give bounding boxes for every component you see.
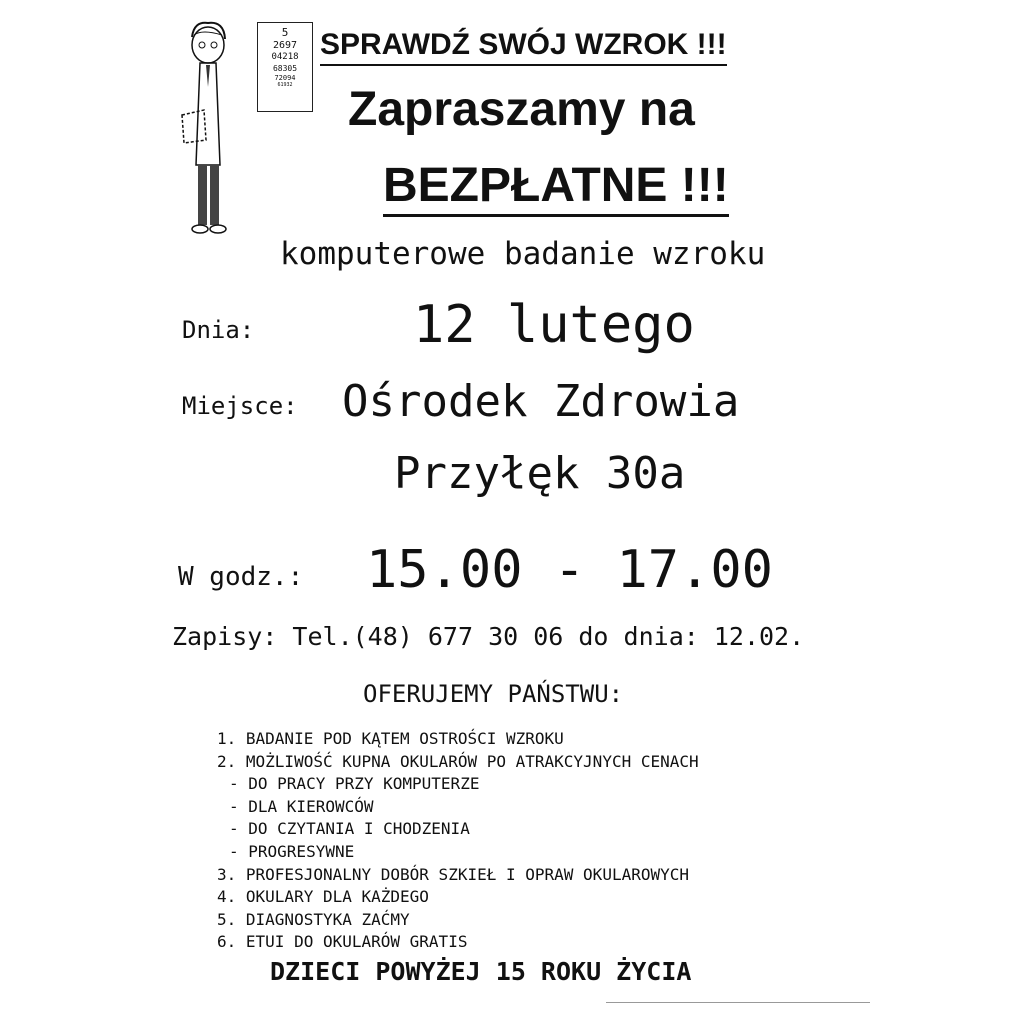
main-heading: SPRAWDŹ SWÓJ WZROK !!! <box>320 28 727 66</box>
eye-chart <box>257 22 313 112</box>
free-heading: BEZPŁATNE !!! <box>383 158 729 217</box>
list-item: 5. DIAGNOSTYKA ZAĆMY <box>217 909 410 929</box>
signup-info: Zapisy: Tel.(48) 677 30 06 do dnia: 12.02. <box>172 622 805 651</box>
list-item: - DO PRACY PRZY KOMPUTERZE <box>229 774 480 794</box>
eye-chart-row: 72094 <box>274 73 296 82</box>
list-item: 6. ETUI DO OKULARÓW GRATIS <box>217 932 468 952</box>
footer-divider <box>606 1002 870 1003</box>
offer-list <box>217 728 699 954</box>
hours-value: 15.00 - 17.00 <box>366 540 773 600</box>
invite-heading: Zapraszamy na <box>348 83 695 136</box>
list-item: - PROGRESYWNE <box>229 841 355 861</box>
list-item: - DO CZYTANIA I CHODZENIA <box>229 819 470 839</box>
eye-chart-row: 5 <box>281 26 289 39</box>
list-item: - DLA KIEROWCÓW <box>229 796 374 816</box>
hours-label: W godz.: <box>178 562 304 592</box>
footer-note: DZIECI POWYŻEJ 15 ROKU ŻYCIA <box>270 957 692 986</box>
eye-chart-row: 68305 <box>272 63 298 73</box>
eye-chart-row: 61932 <box>277 82 293 89</box>
place-address: Przyłęk 30a <box>394 448 686 499</box>
eye-chart-row: 2697 <box>272 39 298 51</box>
list-item: 2. MOŻLIWOŚĆ KUPNA OKULARÓW PO ATRAKCYJNYCH CENACH <box>217 751 699 771</box>
offer-heading: OFERUJEMY PAŃSTWU: <box>363 680 624 708</box>
eye-chart-row: 04218 <box>271 52 299 63</box>
date-label: Dnia: <box>182 316 255 344</box>
place-label: Miejsce: <box>182 392 298 420</box>
list-item: 1. BADANIE POD KĄTEM OSTROŚCI WZROKU <box>217 729 564 748</box>
date-value: 12 lutego <box>413 295 695 355</box>
list-item: 4. OKULARY DLA KAŻDEGO <box>217 887 429 907</box>
subtitle: komputerowe badanie wzroku <box>280 236 766 272</box>
place-value: Ośrodek Zdrowia <box>342 376 740 427</box>
list-item: 3. PROFESJONALNY DOBÓR SZKIEŁ I OPRAW OKULAROWYCH <box>217 864 690 884</box>
doctor-illustration <box>172 15 242 245</box>
